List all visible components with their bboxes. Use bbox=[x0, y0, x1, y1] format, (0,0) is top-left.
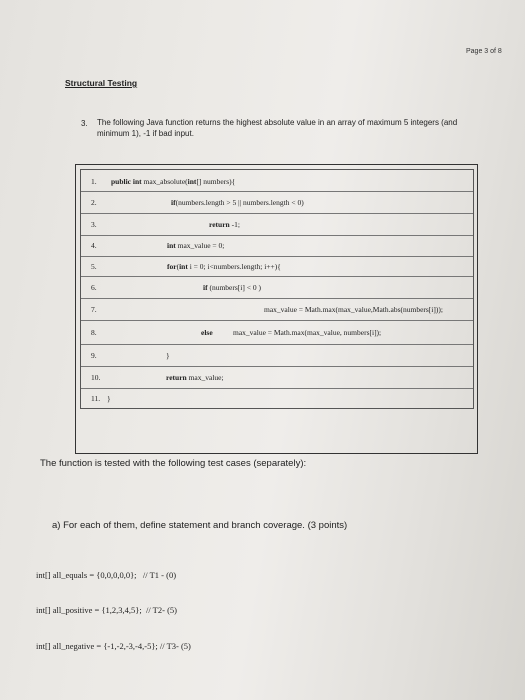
line-number: 1. bbox=[91, 177, 97, 186]
code-line-1 bbox=[81, 170, 473, 192]
question-number: 3. bbox=[81, 119, 88, 128]
code-text: max_value = Math.max(max_value,Math.abs(numbers[i])); bbox=[264, 305, 443, 314]
code-line-6 bbox=[81, 277, 473, 299]
code-text: max_value = Math.max(max_value, numbers[i]); bbox=[233, 328, 382, 337]
part-a-question: a) For each of them, define statement and branch coverage. (3 points) bbox=[52, 520, 348, 531]
line-number: 5. bbox=[91, 262, 97, 271]
line-number: 6. bbox=[91, 283, 97, 292]
line-number: 3. bbox=[91, 220, 97, 229]
code-text: return max_value; bbox=[166, 373, 224, 382]
line-number: 7. bbox=[91, 305, 97, 314]
code-box bbox=[75, 164, 478, 454]
test-case-all-negative: int[] all_negative = {-1,-2,-3,-4,-5}; // T3- (5) bbox=[36, 641, 191, 651]
code-line-5 bbox=[81, 257, 473, 277]
line-number: 2. bbox=[91, 198, 97, 207]
code-text: int max_value = 0; bbox=[167, 241, 225, 250]
line-number: 10. bbox=[91, 373, 101, 382]
code-line-2 bbox=[81, 192, 473, 214]
code-line-7 bbox=[81, 299, 473, 321]
code-text: } bbox=[166, 351, 170, 360]
code-listing bbox=[80, 169, 474, 409]
question-text: The following Java function returns the highest absolute value in an array of maximum 5 integers (and minimum 1), -1 if bad input. bbox=[97, 118, 458, 138]
code-text: if(numbers.length > 5 || numbers.length < 0) bbox=[171, 198, 304, 207]
line-number: 9. bbox=[91, 351, 97, 360]
code-text: for(int i = 0; i<numbers.length; i++){ bbox=[167, 262, 281, 271]
code-line-4 bbox=[81, 236, 473, 257]
code-text: } bbox=[107, 394, 111, 403]
test-case-all-equals: int[] all_equals = {0,0,0,0,0}; // T1 - (0) bbox=[36, 570, 177, 580]
line-number: 8. bbox=[91, 328, 97, 337]
line-number: 11. bbox=[91, 394, 101, 403]
code-line-8 bbox=[81, 321, 473, 345]
test-case-all-positive: int[] all_positive = {1,2,3,4,5}; // T2- (5) bbox=[36, 605, 177, 615]
test-cases-intro: The function is tested with the following test cases (separately): bbox=[40, 458, 307, 469]
code-text: public int max_absolute(int[] numbers){ bbox=[111, 177, 236, 186]
else-keyword: else bbox=[201, 328, 213, 337]
section-title: Structural Testing bbox=[65, 78, 138, 88]
code-line-9 bbox=[81, 345, 473, 367]
page-number: Page 3 of 8 bbox=[466, 48, 502, 55]
code-text: return -1; bbox=[209, 220, 240, 229]
code-line-10 bbox=[81, 367, 473, 389]
code-text: if (numbers[i] < 0 ) bbox=[203, 283, 261, 292]
code-line-11 bbox=[81, 389, 473, 409]
code-line-3 bbox=[81, 214, 473, 236]
line-number: 4. bbox=[91, 241, 97, 250]
